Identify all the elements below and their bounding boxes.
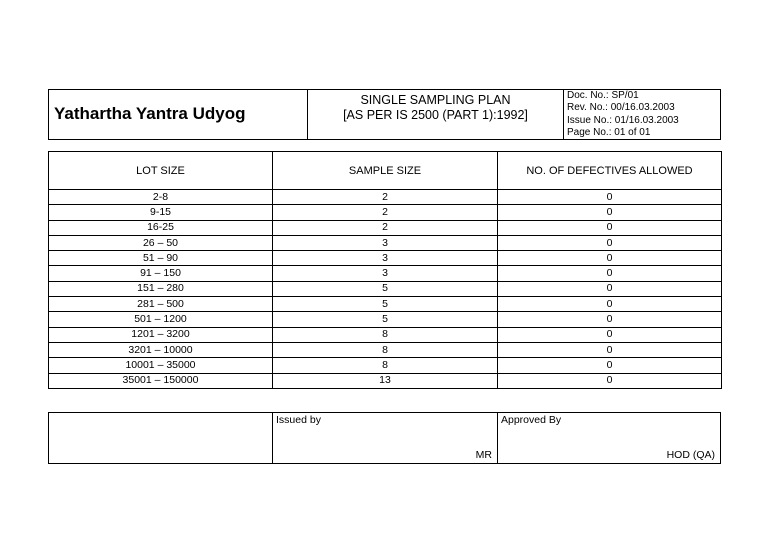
table-row <box>49 297 722 312</box>
lot-size-cell: 26 – 50 <box>49 235 273 250</box>
table-body <box>49 190 722 389</box>
defectives-allowed-cell: 0 <box>498 342 722 357</box>
sampling-plan-table <box>48 151 722 389</box>
table-row <box>49 220 722 235</box>
table-row <box>49 358 722 373</box>
approved-by-signatory: HOD (QA) <box>666 449 715 461</box>
issued-by-cell <box>273 413 498 463</box>
plan-title-cell <box>308 90 564 139</box>
company-cell <box>49 90 308 139</box>
sample-size-cell: 5 <box>273 297 498 312</box>
column-header-defectives-allowed: NO. OF DEFECTIVES ALLOWED <box>498 152 722 190</box>
defectives-allowed-cell: 0 <box>498 266 722 281</box>
sample-size-cell: 5 <box>273 312 498 327</box>
defectives-allowed-cell: 0 <box>498 281 722 296</box>
lot-size-cell: 1201 – 3200 <box>49 327 273 342</box>
table-row <box>49 342 722 357</box>
lot-size-cell: 281 – 500 <box>49 297 273 312</box>
lot-size-cell: 35001 – 150000 <box>49 373 273 388</box>
document-header <box>48 89 721 140</box>
sample-size-cell: 13 <box>273 373 498 388</box>
defectives-allowed-cell: 0 <box>498 327 722 342</box>
sample-size-cell: 5 <box>273 281 498 296</box>
sample-size-cell: 8 <box>273 342 498 357</box>
doc-number: Doc. No.: SP/01 <box>567 90 639 101</box>
lot-size-cell: 16-25 <box>49 220 273 235</box>
sample-size-cell: 2 <box>273 205 498 220</box>
defectives-allowed-cell: 0 <box>498 220 722 235</box>
defectives-allowed-cell: 0 <box>498 205 722 220</box>
table-row <box>49 373 722 388</box>
page-number: Page No.: 01 of 01 <box>567 127 651 139</box>
table-row <box>49 251 722 266</box>
defectives-allowed-cell: 0 <box>498 251 722 266</box>
lot-size-cell: 51 – 90 <box>49 251 273 266</box>
sample-size-cell: 2 <box>273 220 498 235</box>
defectives-allowed-cell: 0 <box>498 235 722 250</box>
sample-size-cell: 8 <box>273 358 498 373</box>
lot-size-cell: 10001 – 35000 <box>49 358 273 373</box>
sample-size-cell: 3 <box>273 235 498 250</box>
defectives-allowed-cell: 0 <box>498 297 722 312</box>
approved-by-cell <box>498 413 720 463</box>
approved-by-label: Approved By <box>501 414 562 426</box>
lot-size-cell: 501 – 1200 <box>49 312 273 327</box>
plan-standard: [AS PER IS 2500 (PART 1):1992] <box>343 108 528 122</box>
table-row <box>49 205 722 220</box>
issue-number: Issue No.: 01/16.03.2003 <box>567 114 679 126</box>
issued-by-label: Issued by <box>276 414 321 426</box>
lot-size-cell: 2-8 <box>49 190 273 205</box>
table-row <box>49 327 722 342</box>
lot-size-cell: 3201 – 10000 <box>49 342 273 357</box>
signoff-block <box>48 412 721 464</box>
company-name: Yathartha Yantra Udyog <box>54 104 246 123</box>
sample-size-cell: 3 <box>273 266 498 281</box>
sample-size-cell: 8 <box>273 327 498 342</box>
column-header-lot-size: LOT SIZE <box>49 152 273 190</box>
issued-by-signatory: MR <box>475 449 492 461</box>
defectives-allowed-cell: 0 <box>498 358 722 373</box>
defectives-allowed-cell: 0 <box>498 190 722 205</box>
lot-size-cell: 151 – 280 <box>49 281 273 296</box>
lot-size-cell: 91 – 150 <box>49 266 273 281</box>
revision-number: Rev. No.: 00/16.03.2003 <box>567 102 675 114</box>
defectives-allowed-cell: 0 <box>498 373 722 388</box>
sample-size-cell: 2 <box>273 190 498 205</box>
column-header-sample-size: SAMPLE SIZE <box>273 152 498 190</box>
table-row <box>49 235 722 250</box>
signoff-blank-cell <box>49 413 273 463</box>
plan-title: SINGLE SAMPLING PLAN <box>360 93 511 107</box>
lot-size-cell: 9-15 <box>49 205 273 220</box>
table-row <box>49 190 722 205</box>
table-header-row <box>49 152 722 190</box>
table-row <box>49 312 722 327</box>
sample-size-cell: 3 <box>273 251 498 266</box>
document-control-cell <box>564 90 720 139</box>
defectives-allowed-cell: 0 <box>498 312 722 327</box>
table-row <box>49 281 722 296</box>
table-row <box>49 266 722 281</box>
